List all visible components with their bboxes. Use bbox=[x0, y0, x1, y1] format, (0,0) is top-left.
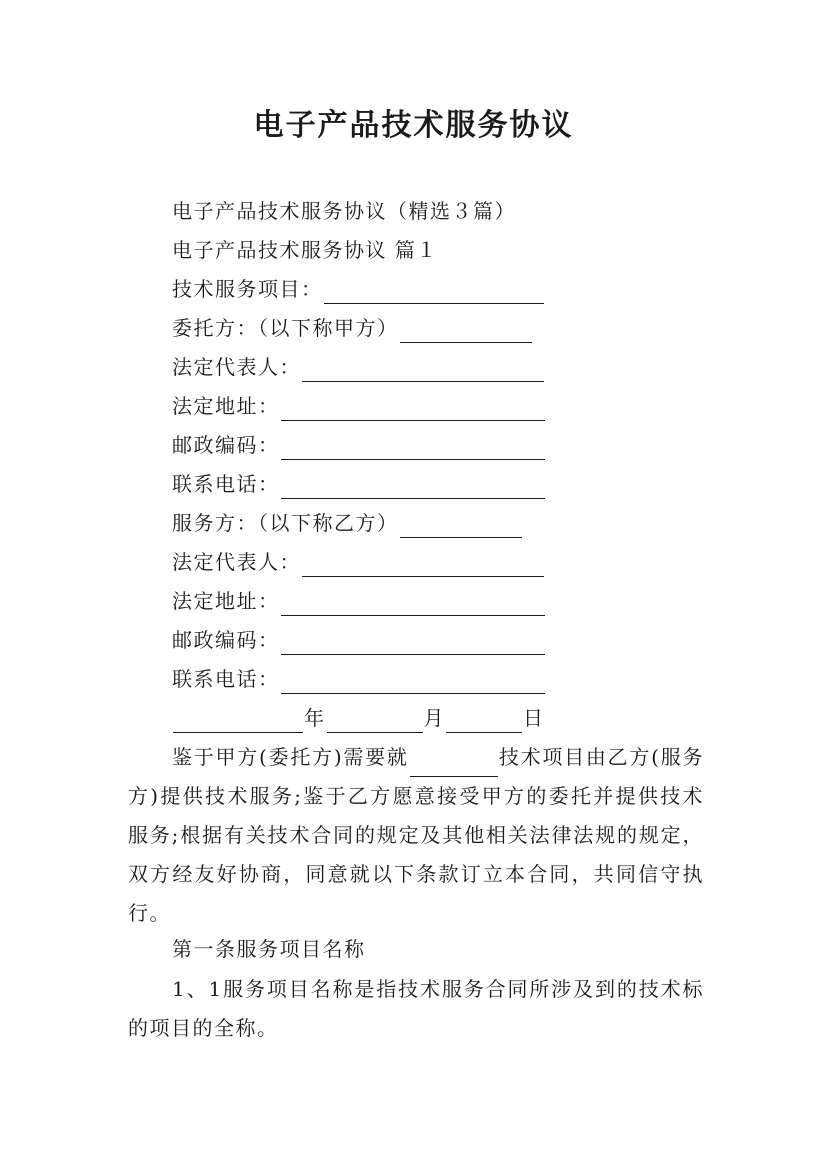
client-postcode-label: 邮政编码： bbox=[172, 433, 280, 457]
day-label: 日 bbox=[523, 706, 545, 730]
provider-address-blank bbox=[281, 593, 545, 616]
provider-phone-blank bbox=[281, 671, 545, 694]
provider-phone-field bbox=[172, 664, 546, 694]
date-line bbox=[172, 703, 545, 733]
provider-rep-field bbox=[172, 547, 545, 577]
client-postcode-blank bbox=[281, 437, 545, 460]
preamble-paragraph bbox=[128, 738, 704, 933]
client-blank bbox=[400, 320, 532, 343]
provider-postcode-label: 邮政编码： bbox=[172, 628, 280, 652]
provider-blank bbox=[400, 515, 522, 538]
client-phone-label: 联系电话： bbox=[172, 472, 280, 496]
provider-label: 服务方：（以下称乙方） bbox=[172, 511, 399, 535]
section-heading: 电子产品技术服务协议 篇１ bbox=[172, 238, 438, 262]
document-title: 电子产品技术服务协议 bbox=[253, 108, 574, 143]
month-label: 月 bbox=[423, 706, 445, 730]
client-phone-field bbox=[172, 469, 546, 499]
project-field bbox=[172, 274, 545, 304]
client-phone-blank bbox=[281, 476, 545, 499]
provider-rep-blank bbox=[302, 554, 544, 577]
provider-rep-label: 法定代表人： bbox=[172, 550, 301, 574]
provider-address-label: 法定地址： bbox=[172, 589, 280, 613]
client-postcode-field bbox=[172, 430, 546, 460]
client-rep-field bbox=[172, 352, 545, 382]
clause-1-1: 1、1服务项目名称是指技术服务合同所涉及到的技术标的项目的全称。 bbox=[128, 977, 704, 1040]
client-label: 委托方：（以下称甲方） bbox=[172, 316, 399, 340]
day-blank bbox=[446, 710, 522, 733]
preamble-text-1: 鉴于甲方(委托方)需要就 bbox=[172, 745, 409, 769]
client-rep-blank bbox=[302, 359, 544, 382]
client-address-blank bbox=[281, 398, 545, 421]
year-blank bbox=[173, 710, 303, 733]
client-field bbox=[172, 313, 533, 343]
month-blank bbox=[327, 710, 423, 733]
provider-postcode-field bbox=[172, 625, 546, 655]
provider-postcode-blank bbox=[281, 632, 545, 655]
project-name-blank bbox=[410, 754, 498, 777]
article1-heading: 第一条服务项目名称 bbox=[172, 937, 366, 961]
provider-phone-label: 联系电话： bbox=[172, 667, 280, 691]
provider-address-field bbox=[172, 586, 546, 616]
preamble-text-2: 技术项目由乙方(服务方)提供技术服务;鉴于乙方愿意接受甲方的委托并提供技术服务;根据有关技术合同的规定及其他相关法律法规的规定，双方经友好协商，同意就以下条款订立本合同，共同信守执行。 bbox=[128, 745, 704, 925]
subtitle: 电子产品技术服务协议（精选３篇） bbox=[172, 199, 516, 223]
year-label: 年 bbox=[304, 706, 326, 730]
client-address-field bbox=[172, 391, 546, 421]
project-label: 技术服务项目： bbox=[172, 277, 323, 301]
client-address-label: 法定地址： bbox=[172, 394, 280, 418]
client-rep-label: 法定代表人： bbox=[172, 355, 301, 379]
provider-field bbox=[172, 508, 523, 538]
project-blank bbox=[324, 281, 544, 304]
